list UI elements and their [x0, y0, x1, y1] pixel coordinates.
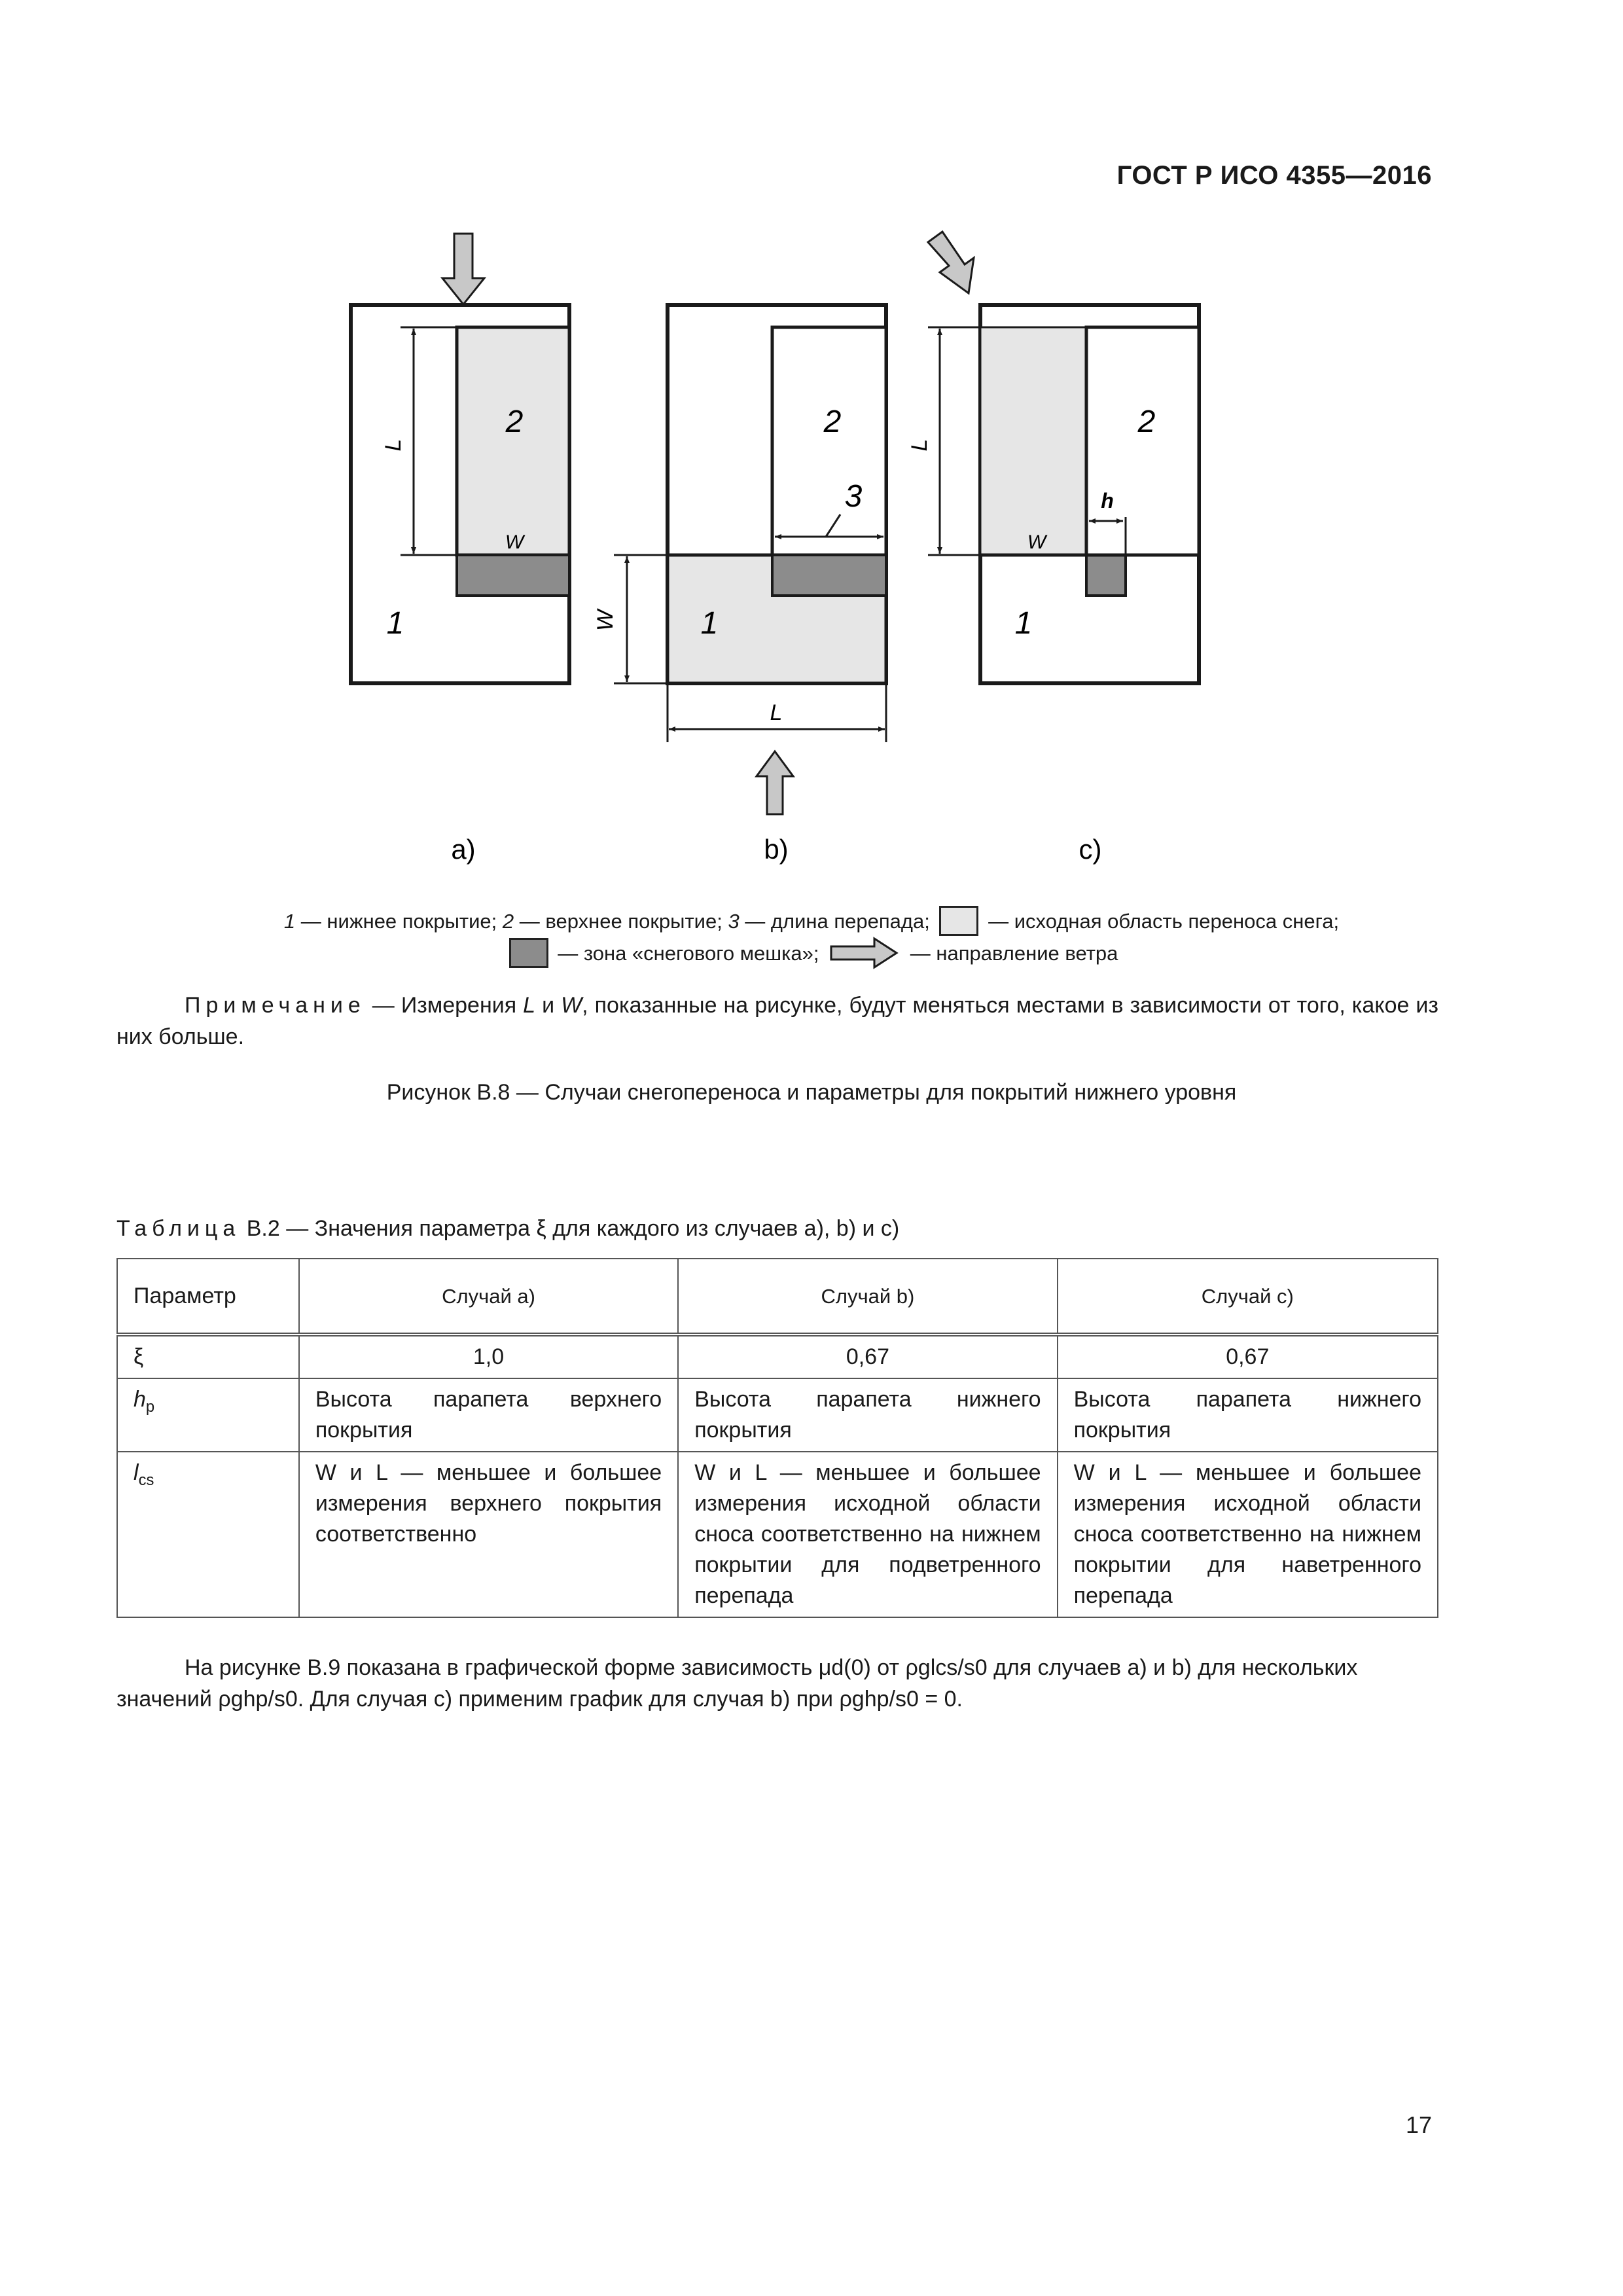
note-and: и — [535, 993, 562, 1018]
legend-number-1: 1 — [283, 910, 296, 933]
label-lower-roof: 1 — [1014, 606, 1033, 641]
legend-text-dark: — зона «снегового мешка»; — [558, 942, 819, 965]
panel-caption-b: b) — [764, 834, 789, 865]
legend-line-1 — [196, 906, 1427, 938]
note-prefix: Примечание — [185, 993, 366, 1018]
legend-text-light: — исходная область переноса снега; — [988, 910, 1340, 933]
note-text-b: , показанные на рисунке, будут меняться местами в зависимости от того, какое из них больше. — [116, 993, 1438, 1049]
panel-caption-c: c) — [1079, 834, 1102, 865]
label-step: 3 — [844, 479, 863, 514]
value-cell: 0,67 — [678, 1335, 1057, 1378]
dark-fill-swatch — [509, 938, 548, 968]
value-cell: 0,67 — [1058, 1335, 1438, 1378]
header-cell: Случай а) — [299, 1259, 678, 1335]
wind-arrow-icon — [829, 936, 901, 970]
value-cell: Высота парапета нижнего покрытия — [678, 1378, 1057, 1452]
light-fill-swatch — [939, 906, 978, 936]
drift-zone — [457, 555, 569, 596]
value-cell: Высота парапета верхнего покрытия — [299, 1378, 678, 1452]
legend-text-1: — нижнее покрытие; — [295, 910, 503, 933]
page-number: 17 — [1405, 2111, 1432, 2138]
table-row — [117, 1452, 1438, 1617]
legend-number-2: 2 — [502, 910, 514, 933]
closing-line-1: На рисунке В.9 показана в графической форме зависимость μd(0) от ρglcs/s0 для случаев а) и b) для нескольких — [185, 1655, 1358, 1680]
legend-text-2: — верхнее покрытие; — [514, 910, 728, 933]
dim-label-L: L — [381, 439, 406, 452]
figure-note — [116, 990, 1438, 1052]
panel-b — [593, 305, 886, 814]
document-header: ГОСТ Р ИСО 4355—2016 — [1116, 161, 1432, 190]
figure-caption: Рисунок В.8 — Случаи снегопереноса и параметры для покрытий нижнего уровня — [386, 1080, 1237, 1105]
note-text-a: — Измерения — [365, 993, 524, 1018]
dim-label-W: W — [505, 531, 524, 553]
table-row — [117, 1335, 1438, 1378]
note-W: W — [561, 993, 582, 1018]
header-cell: Случай b) — [678, 1259, 1057, 1335]
note-L: L — [523, 993, 536, 1018]
value-cell: 1,0 — [299, 1335, 678, 1378]
param-cell — [117, 1378, 299, 1452]
upper-roof-source-area — [457, 327, 569, 555]
legend-number-3: 3 — [728, 910, 740, 933]
label-upper-roof: 2 — [505, 404, 524, 439]
param-symbol: l — [134, 1460, 139, 1485]
table-title-prefix: Таблица — [116, 1216, 241, 1241]
value-cell: Высота парапета нижнего покрытия — [1058, 1378, 1438, 1452]
wind-arrow-icon — [442, 234, 484, 304]
label-upper-roof: 2 — [1137, 404, 1156, 439]
header-cell: Случай с) — [1058, 1259, 1438, 1335]
upper-roof — [772, 327, 886, 555]
legend-line-2 — [196, 938, 1427, 972]
drift-zone — [1086, 555, 1126, 596]
value-cell: W и L — меньшее и большее измерения верхнего покрытия соответственно — [299, 1452, 678, 1617]
param-subscript: cs — [138, 1471, 154, 1489]
label-upper-roof: 2 — [823, 404, 842, 439]
table-title — [116, 1216, 899, 1242]
label-lower-roof: 1 — [386, 606, 404, 641]
snow-drift-figure — [0, 0, 1623, 890]
value-cell: W и L — меньшее и большее измерения исходной области сноса соответственно на нижнем покрытии для подветренного перепада — [678, 1452, 1057, 1617]
panel-caption-a: a) — [451, 834, 476, 865]
value-cell: W и L — меньшее и большее измерения исходной области сноса соответственно на нижнем покрытии для наветренного перепада — [1058, 1452, 1438, 1617]
dim-label-L: L — [770, 700, 783, 725]
dim-label-W: W — [593, 609, 618, 632]
figure-legend — [196, 906, 1427, 972]
param-cell: ξ — [117, 1335, 299, 1378]
table-header-row — [117, 1259, 1438, 1335]
legend-text-3: — длина перепада; — [739, 910, 930, 933]
param-cell — [117, 1452, 299, 1617]
param-subscript: p — [145, 1397, 155, 1416]
lower-roof-source-area — [980, 327, 1088, 555]
legend-text-arrow: — направление ветра — [910, 942, 1118, 965]
wind-arrow-icon — [757, 751, 793, 814]
table-title-rest: В.2 — Значения параметра ξ для каждого из случаев а), b) и с) — [240, 1216, 900, 1241]
drift-zone — [772, 555, 886, 596]
dim-label-L: L — [907, 439, 932, 452]
dim-label-h: h — [1101, 489, 1114, 512]
panel-a — [351, 234, 569, 683]
label-lower-roof: 1 — [700, 606, 719, 641]
header-cell: Параметр — [117, 1259, 299, 1335]
closing-line-2: значений ρghp/s0. Для случая с) применим график для случая b) при ρghp/s0 = 0. — [116, 1687, 963, 1712]
wind-arrow-icon — [928, 232, 974, 293]
closing-paragraph — [116, 1652, 1438, 1715]
table-row — [117, 1378, 1438, 1452]
parameter-table — [116, 1258, 1438, 1618]
dim-label-W: W — [1027, 531, 1046, 553]
panel-c — [907, 232, 1199, 683]
param-symbol: h — [134, 1387, 146, 1412]
